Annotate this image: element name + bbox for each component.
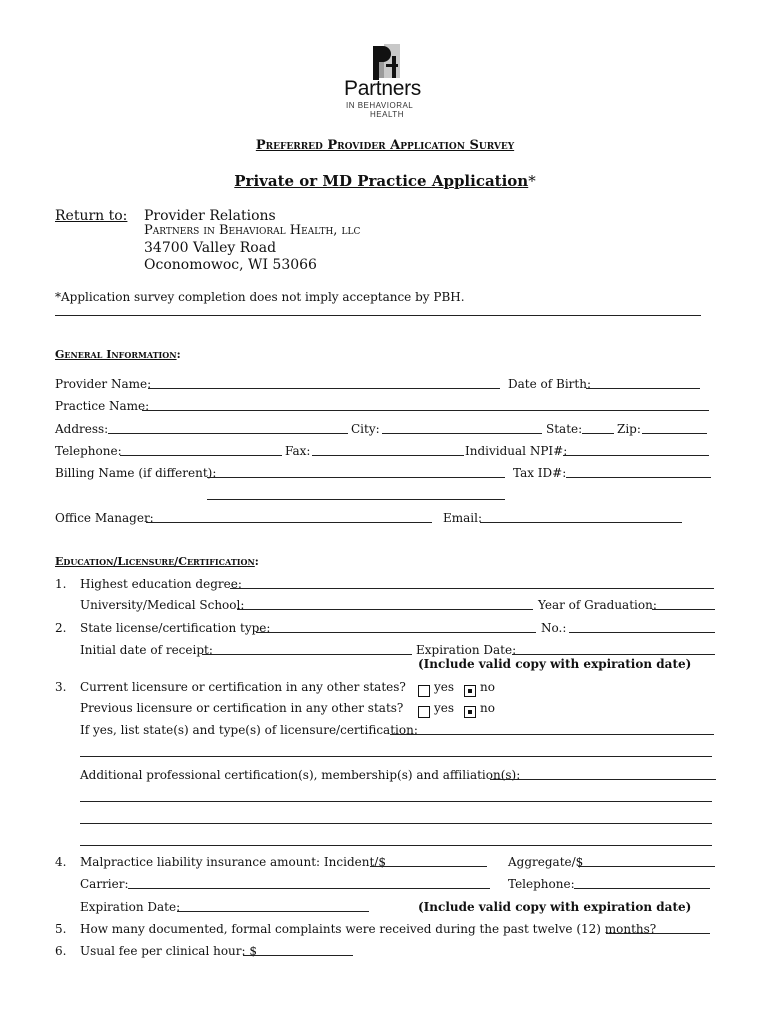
return-to-label: Return to: bbox=[55, 208, 128, 224]
fax-field[interactable] bbox=[312, 455, 464, 456]
pbh-logo bbox=[340, 42, 430, 122]
npi-field[interactable] bbox=[563, 455, 709, 456]
initial-date-label: Initial date of receipt: bbox=[80, 643, 213, 657]
city-field[interactable] bbox=[382, 433, 542, 434]
city-label: City: bbox=[351, 422, 380, 436]
ins-expiration-field[interactable] bbox=[177, 911, 369, 912]
education-heading-text: Education/Licensure/Certification bbox=[55, 555, 255, 568]
additional-field[interactable] bbox=[490, 779, 716, 780]
survey-title: Preferred Provider Application Survey bbox=[255, 138, 515, 153]
address-field[interactable] bbox=[108, 433, 348, 434]
if-yes-field-2[interactable] bbox=[80, 756, 712, 757]
q1-number: 1. bbox=[55, 577, 67, 591]
aggregate-label: Aggregate/$ bbox=[508, 855, 584, 869]
q3-current-yes-checkbox[interactable] bbox=[418, 680, 430, 699]
zip-field[interactable] bbox=[642, 433, 707, 434]
q3-previous-label: Previous licensure or certification in any other stats? bbox=[80, 701, 404, 715]
tax-id-label: Tax ID#: bbox=[513, 466, 567, 480]
q3-current-yes-label: yes bbox=[434, 680, 455, 694]
additional-label: Additional professional certification(s), membership(s) and affiliation(s): bbox=[80, 768, 521, 782]
if-yes-field[interactable] bbox=[390, 734, 714, 735]
office-manager-field[interactable] bbox=[146, 522, 432, 523]
q3-previous-no-label: no bbox=[480, 701, 495, 715]
return-line-2: Partners in Behavioral Health, llc bbox=[144, 223, 361, 238]
subtitle-mark: * bbox=[528, 172, 536, 190]
q3-current-label: Current licensure or certification in any other states? bbox=[80, 680, 406, 694]
logo-name: Partners bbox=[344, 77, 421, 100]
state-label: State: bbox=[546, 422, 583, 436]
fax-label: Fax: bbox=[285, 444, 311, 458]
q3-number: 3. bbox=[55, 680, 67, 694]
ins-expiration-label: Expiration Date: bbox=[80, 900, 181, 914]
provider-name-label: Provider Name: bbox=[55, 377, 152, 391]
additional-field-2[interactable] bbox=[80, 801, 712, 802]
q5-number: 5. bbox=[55, 922, 67, 936]
carrier-telephone-label: Telephone: bbox=[508, 877, 575, 891]
carrier-telephone-field[interactable] bbox=[574, 888, 710, 889]
zip-label: Zip: bbox=[617, 422, 641, 436]
provider-name-field[interactable] bbox=[148, 388, 500, 389]
general-heading bbox=[55, 348, 181, 361]
aggregate-field[interactable] bbox=[578, 866, 715, 867]
telephone-field[interactable] bbox=[120, 455, 282, 456]
school-field[interactable] bbox=[237, 609, 533, 610]
license-no-field[interactable] bbox=[569, 632, 715, 633]
q4-number: 4. bbox=[55, 855, 67, 869]
logo-tagline-2: HEALTH bbox=[370, 110, 404, 119]
return-line-1: Provider Relations bbox=[144, 208, 276, 224]
q1-label: Highest education degree: bbox=[80, 577, 242, 591]
license-no-label: No.: bbox=[541, 621, 567, 635]
practice-name-field[interactable] bbox=[142, 410, 709, 411]
include-copy-note-2: (Include valid copy with expiration date) bbox=[418, 900, 692, 914]
malpractice-label: Malpractice liability insurance amount: Incident/$ bbox=[80, 855, 386, 869]
dob-label: Date of Birth: bbox=[508, 377, 591, 391]
office-manager-label: Office Manager: bbox=[55, 511, 154, 525]
email-label: Email: bbox=[443, 511, 483, 525]
if-yes-label: If yes, list state(s) and type(s) of licensure/certification: bbox=[80, 723, 418, 737]
separator-line bbox=[55, 315, 701, 316]
q3-previous-yes-checkbox[interactable] bbox=[418, 701, 430, 720]
page-subtitle bbox=[0, 172, 770, 190]
dob-field[interactable] bbox=[586, 388, 700, 389]
q5-label: How many documented, formal complaints were received during the past twelve (12) months? bbox=[80, 922, 657, 936]
education-heading bbox=[55, 555, 259, 568]
carrier-label: Carrier: bbox=[80, 877, 129, 891]
tax-id-field[interactable] bbox=[566, 477, 711, 478]
disclaimer: *Application survey completion does not imply acceptance by PBH. bbox=[55, 290, 465, 304]
logo-tagline-1: IN BEHAVIORAL bbox=[346, 101, 414, 110]
license-type-field[interactable] bbox=[256, 632, 536, 633]
telephone-label: Telephone: bbox=[55, 444, 122, 458]
q3-previous-no-checkbox[interactable] bbox=[464, 701, 476, 720]
education-heading-colon: : bbox=[254, 555, 259, 568]
additional-field-4[interactable] bbox=[80, 845, 712, 846]
q3-previous-yes-label: yes bbox=[434, 701, 455, 715]
fee-field[interactable] bbox=[243, 955, 353, 956]
q6-label: Usual fee per clinical hour: $ bbox=[80, 944, 257, 958]
school-label: University/Medical School: bbox=[80, 598, 245, 612]
general-heading-text: General Information bbox=[55, 348, 177, 361]
state-field[interactable] bbox=[582, 433, 614, 434]
subtitle-text: Private or MD Practice Application bbox=[234, 172, 529, 190]
q2-label: State license/certification type: bbox=[80, 621, 271, 635]
include-copy-note: (Include valid copy with expiration date) bbox=[418, 657, 692, 671]
expiration-label: Expiration Date: bbox=[416, 643, 517, 657]
practice-name-label: Practice Name: bbox=[55, 399, 150, 413]
billing-name-field[interactable] bbox=[207, 477, 505, 478]
incident-field[interactable] bbox=[370, 866, 487, 867]
return-line-4: Oconomowoc, WI 53066 bbox=[144, 257, 317, 273]
degree-field[interactable] bbox=[230, 588, 714, 589]
expiration-field[interactable] bbox=[512, 654, 715, 655]
initial-date-field[interactable] bbox=[202, 654, 412, 655]
general-heading-colon: : bbox=[176, 348, 181, 361]
carrier-field[interactable] bbox=[128, 888, 490, 889]
q3-current-no-label: no bbox=[480, 680, 495, 694]
grad-year-label: Year of Graduation: bbox=[538, 598, 657, 612]
address-label: Address: bbox=[55, 422, 109, 436]
billing-name-field-2[interactable] bbox=[207, 499, 505, 500]
q2-number: 2. bbox=[55, 621, 67, 635]
additional-field-3[interactable] bbox=[80, 823, 712, 824]
q6-number: 6. bbox=[55, 944, 67, 958]
billing-name-label: Billing Name (if different): bbox=[55, 466, 217, 480]
complaints-field[interactable] bbox=[606, 933, 710, 934]
email-field[interactable] bbox=[480, 522, 682, 523]
npi-label: Individual NPI#: bbox=[465, 444, 568, 458]
q3-current-no-checkbox[interactable] bbox=[464, 680, 476, 699]
return-line-3: 34700 Valley Road bbox=[144, 240, 277, 256]
grad-year-field[interactable] bbox=[652, 609, 715, 610]
